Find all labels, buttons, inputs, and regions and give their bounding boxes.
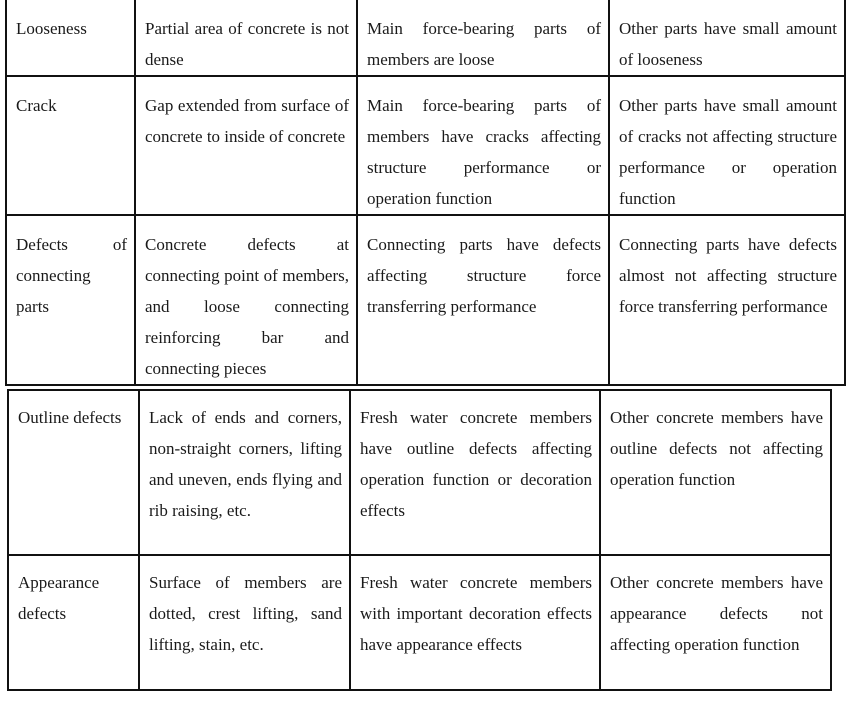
other-parts-cell: Other parts have small amount of cracks not affecting structure performance or operation function <box>609 76 845 215</box>
defects-table-top <box>5 0 846 386</box>
main-parts-cell: Main force-bearing parts of members are loose <box>357 0 609 76</box>
table-row <box>8 555 831 690</box>
description-cell: Partial area of concrete is not dense <box>135 0 357 76</box>
defect-name-cell: Crack <box>6 76 135 215</box>
other-parts-cell: Other parts have small amount of looseness <box>609 0 845 76</box>
description-cell: Lack of ends and corners, non-straight corners, lifting and uneven, ends flying and rib raising, etc. <box>139 390 350 555</box>
main-parts-cell: Fresh water concrete members have outline defects affecting operation function or decoration effects <box>350 390 600 555</box>
table-row <box>8 390 831 555</box>
defect-name-cell: Outline defects <box>8 390 139 555</box>
main-parts-cell: Fresh water concrete members with important decoration effects have appearance effects <box>350 555 600 690</box>
defect-name-cell: Appearance defects <box>8 555 139 690</box>
table-row <box>6 76 845 215</box>
other-parts-cell: Other concrete members have appearance defects not affecting operation function <box>600 555 831 690</box>
table-row <box>6 215 845 385</box>
defect-name-cell: Defects of connecting parts <box>6 215 135 385</box>
description-cell: Gap extended from surface of concrete to inside of concrete <box>135 76 357 215</box>
defects-table-bottom <box>7 389 832 691</box>
description-cell: Concrete defects at connecting point of members, and loose connecting reinforcing bar and connecting pieces <box>135 215 357 385</box>
other-parts-cell: Connecting parts have defects almost not affecting structure force transferring performance <box>609 215 845 385</box>
main-parts-cell: Connecting parts have defects affecting structure force transferring performance <box>357 215 609 385</box>
table-row <box>6 0 845 76</box>
defect-name-cell: Looseness <box>6 0 135 76</box>
description-cell: Surface of members are dotted, crest lifting, sand lifting, stain, etc. <box>139 555 350 690</box>
other-parts-cell: Other concrete members have outline defects not affecting operation function <box>600 390 831 555</box>
main-parts-cell: Main force-bearing parts of members have cracks affecting structure performance or operation function <box>357 76 609 215</box>
